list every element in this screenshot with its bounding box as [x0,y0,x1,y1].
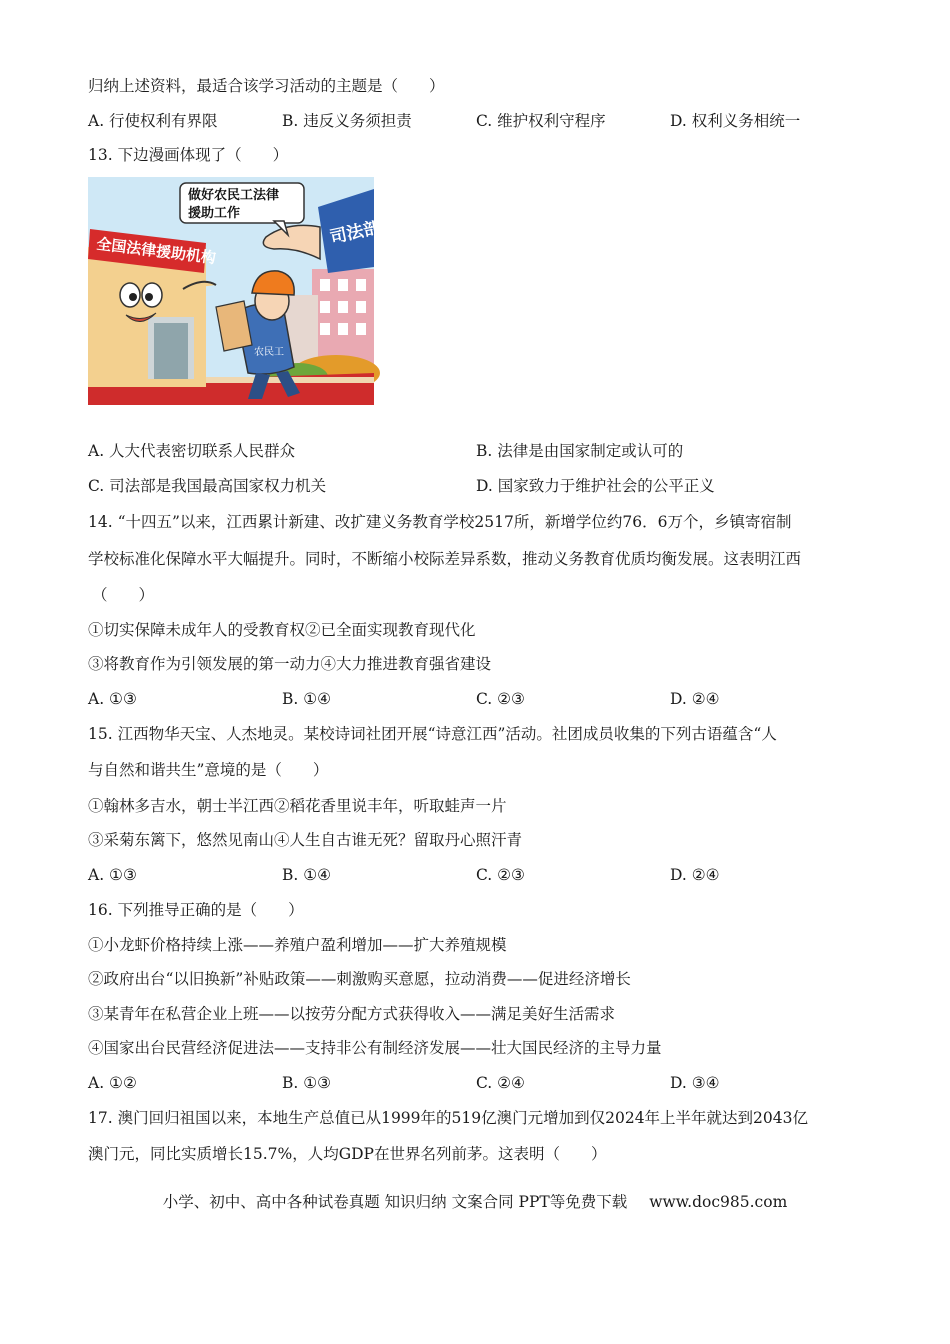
q14-stem-line-2: 学校标准化保障水平大幅提升。同时，不断缩小校际差异系数，推动义务教育优质均衡发展。这表明江西 [88,550,802,568]
q16-option-b: B. ①③ [282,1074,332,1092]
building-sign-text: 全国法律援助机构 [95,234,217,268]
q13-stem: 13. 下边漫画体现了（ ） [88,146,289,164]
q14-option-a: A. ①③ [88,690,137,708]
q12-option-a: A. 行使权利有界限 [88,112,218,130]
q15-option-a: A. ①③ [88,866,137,884]
q14-stem-line-1: 14. “十四五”以来，江西累计新建、改扩建义务教育学校2517所，新增学位约76．6万个，乡镇寄宿制 [88,513,792,531]
q12-stem: 归纳上述资料，最适合该学习活动的主题是（ ） [88,77,445,95]
q17-stem-line-1: 17. 澳门回归祖国以来，本地生产总值已从1999年的519亿澳门元增加到仅2024年上半年就达到2043亿 [88,1109,809,1127]
q13-option-c: C. 司法部是我国最高国家权力机关 [88,477,327,495]
worker-label: 农民工 [254,347,284,358]
q16-option-d: D. ③④ [670,1074,720,1092]
legal-aid-cartoon [88,177,383,405]
q15-option-d: D. ②④ [670,866,720,884]
q15-stem-line-1: 15. 江西物华天宝、人杰地灵。某校诗词社团开展“诗意江西”活动。社团成员收集的下列古语蕴含“人 [88,725,777,743]
q15-stem-line-2: 与自然和谐共生”意境的是（ ） [88,761,329,779]
q14-option-b: B. ①④ [282,690,332,708]
q12-option-c: C. 维护权利守程序 [476,112,606,130]
q14-statements-1: ①切实保障未成年人的受教育权②已全面实现教育现代化 [88,621,476,639]
q12-option-d: D. 权利义务相统一 [670,112,801,130]
q13-option-d: D. 国家致力于维护社会的公平正义 [476,477,715,495]
q16-stem: 16. 下列推导正确的是（ ） [88,901,304,919]
q15-statements-2: ③采菊东篱下，悠然见南山④人生自古谁无死？留取丹心照汗青 [88,831,523,849]
speech-line-2: 援助工作 [188,206,241,221]
q16-statement-2: ②政府出台“以旧换新”补贴政策——刺激购买意愿，拉动消费——促进经济增长 [88,970,631,988]
q16-option-a: A. ①② [88,1074,137,1092]
footer-url[interactable]: www.doc985.com [649,1193,788,1211]
q16-statement-3: ③某青年在私营企业上班——以按劳分配方式获得收入——满足美好生活需求 [88,1005,616,1023]
q15-statements-1: ①翰林多吉水，朝士半江西②稻花香里说丰年，听取蛙声一片 [88,797,507,815]
q16-statement-1: ①小龙虾价格持续上涨——养殖户盈利增加——扩大养殖规模 [88,936,507,954]
page-footer [0,1190,950,1212]
q14-stem-line-3: （ ） [92,586,155,604]
q15-option-b: B. ①④ [282,866,332,884]
sleeve-label: 司法部 [328,217,383,248]
q14-option-d: D. ②④ [670,690,720,708]
q16-option-c: C. ②④ [476,1074,525,1092]
q17-stem-line-2: 澳门元，同比实质增长15.7%，人均GDP在世界名列前茅。这表明（ ） [88,1145,607,1163]
q16-statement-4: ④国家出台民营经济促进法——支持非公有制经济发展——壮大国民经济的主导力量 [88,1039,662,1057]
speech-line-1: 做好农民工法律 [188,188,280,203]
footer-text: 小学、初中、高中各种试卷真题 知识归纳 文案合同 PPT等免费下载 [162,1193,628,1211]
q13-option-a: A. 人大代表密切联系人民群众 [88,442,296,460]
q14-statements-2: ③将教育作为引领发展的第一动力④大力推进教育强省建设 [88,655,492,673]
q13-option-b: B. 法律是由国家制定或认可的 [476,442,684,460]
q14-option-c: C. ②③ [476,690,525,708]
q12-option-b: B. 违反义务须担责 [282,112,412,130]
q15-option-c: C. ②③ [476,866,525,884]
